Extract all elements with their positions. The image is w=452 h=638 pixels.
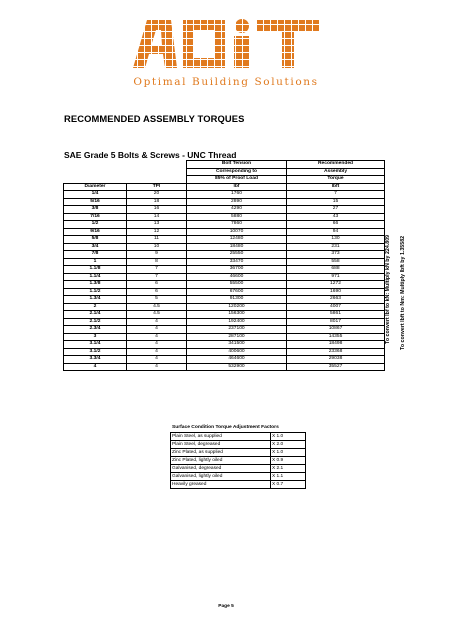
cell-diameter: 1/4 <box>64 191 127 199</box>
table-row <box>64 356 385 364</box>
cell-tpi: 4.5 <box>127 311 187 319</box>
cell-tension: 532900 <box>187 363 287 371</box>
cell-tpi: 13 <box>127 221 187 229</box>
cell-torque: 18498 <box>287 341 385 349</box>
cell-tension: 36700 <box>187 266 287 274</box>
header-tension-2: Corresponding to <box>187 168 287 176</box>
surface-factor: X 1.0 <box>271 433 306 441</box>
cell-diameter: 3.3/4 <box>64 356 127 364</box>
cell-torque: 130 <box>287 236 385 244</box>
cell-tension: 287100 <box>187 333 287 341</box>
table-row <box>64 363 385 371</box>
cell-tension: 4290 <box>187 206 287 214</box>
cell-diameter: 7/16 <box>64 213 127 221</box>
table-row <box>64 221 385 229</box>
table-row <box>64 296 385 304</box>
cell-torque: 94 <box>287 228 385 236</box>
surface-row <box>171 465 306 473</box>
brand-logo <box>0 18 452 70</box>
cell-tpi: 4 <box>127 348 187 356</box>
cell-torque: 1690 <box>287 288 385 296</box>
cell-tension: 1760 <box>187 191 287 199</box>
cell-diameter: 5/8 <box>64 236 127 244</box>
surface-factor: X 0.9 <box>271 457 306 465</box>
cell-diameter: 9/16 <box>64 228 127 236</box>
cell-tpi: 20 <box>127 191 187 199</box>
cell-tpi: 18 <box>127 198 187 206</box>
cell-tpi: 7 <box>127 273 187 281</box>
cell-tension: 192400 <box>187 318 287 326</box>
cell-tpi: 6 <box>127 281 187 289</box>
surface-factor: X 1.0 <box>271 449 306 457</box>
table-row <box>64 348 385 356</box>
surface-factor-table <box>170 432 306 489</box>
cell-tpi: 12 <box>127 228 187 236</box>
cell-diameter: 4 <box>64 363 127 371</box>
cell-torque: 688 <box>287 266 385 274</box>
cell-torque: 5861 <box>287 311 385 319</box>
surface-row <box>171 473 306 481</box>
surface-row <box>171 441 306 449</box>
conversion-note-kn: To convert lbf to kN: Multiply kN by 224.809 <box>385 234 391 344</box>
cell-torque: 7 <box>287 191 385 199</box>
cell-torque: 231 <box>287 243 385 251</box>
cell-diameter: 2.3/4 <box>64 326 127 334</box>
cell-tension: 2890 <box>187 198 287 206</box>
table-row <box>64 341 385 349</box>
surface-condition: Plain Steel, as supplied <box>171 433 271 441</box>
col-lbf: lbf <box>187 183 287 191</box>
cell-tpi: 4 <box>127 318 187 326</box>
header-torque-3: Torque <box>287 176 385 184</box>
cell-tpi: 11 <box>127 236 187 244</box>
cell-torque: 558 <box>287 258 385 266</box>
surface-condition: Galvanised, degreased <box>171 465 271 473</box>
table-row <box>64 318 385 326</box>
column-header-row <box>64 183 385 191</box>
table-row <box>64 273 385 281</box>
table-row <box>64 243 385 251</box>
header-torque-2: Assembly <box>287 168 385 176</box>
cell-torque: 27 <box>287 206 385 214</box>
surface-condition: Zinc Plated, lightly oiled <box>171 457 271 465</box>
surface-factor: X 0.7 <box>271 481 306 489</box>
cell-tension: 91300 <box>187 296 287 304</box>
surface-row <box>171 449 306 457</box>
table-row <box>64 311 385 319</box>
cell-torque: 14355 <box>287 333 385 341</box>
cell-tension: 55500 <box>187 281 287 289</box>
header-tension-1: Bolt Tension <box>187 161 287 169</box>
cell-tension: 25550 <box>187 251 287 259</box>
surface-factor: X 2.0 <box>271 441 306 449</box>
table-row <box>64 236 385 244</box>
table-row <box>64 266 385 274</box>
cell-diameter: 2 <box>64 303 127 311</box>
header-row-mid <box>64 168 385 176</box>
cell-tension: 33470 <box>187 258 287 266</box>
cell-torque: 15 <box>287 198 385 206</box>
cell-diameter: 1.1/4 <box>64 273 127 281</box>
cell-torque: 66 <box>287 221 385 229</box>
table-row <box>64 333 385 341</box>
col-tpi: TPI <box>127 183 187 191</box>
cell-torque: 43 <box>287 213 385 221</box>
cell-tpi: 4 <box>127 333 187 341</box>
cell-tension: 7860 <box>187 221 287 229</box>
cell-diameter: 1.1/2 <box>64 288 127 296</box>
cell-tension: 5880 <box>187 213 287 221</box>
col-diameter: Diameter <box>64 183 127 191</box>
cell-diameter: 1.3/4 <box>64 296 127 304</box>
cell-diameter: 2.1/2 <box>64 318 127 326</box>
cell-diameter: 3.1/2 <box>64 348 127 356</box>
header-row-top <box>64 161 385 169</box>
cell-tpi: 14 <box>127 213 187 221</box>
logo-icon <box>131 18 321 70</box>
table-row <box>64 326 385 334</box>
cell-tension: 18480 <box>187 243 287 251</box>
cell-diameter: 1.1/8 <box>64 266 127 274</box>
cell-tpi: 4 <box>127 326 187 334</box>
cell-tpi: 8 <box>127 258 187 266</box>
cell-torque: 971 <box>287 273 385 281</box>
cell-tpi: 7 <box>127 266 187 274</box>
cell-tpi: 9 <box>127 251 187 259</box>
surface-row <box>171 433 306 441</box>
table-row <box>64 303 385 311</box>
cell-tension: 237100 <box>187 326 287 334</box>
table-row <box>64 191 385 199</box>
table-row <box>64 228 385 236</box>
table-row <box>64 251 385 259</box>
cell-tension: 400600 <box>187 348 287 356</box>
cell-torque: 29038 <box>287 356 385 364</box>
cell-torque: 4007 <box>287 303 385 311</box>
surface-factor: X 1.1 <box>271 473 306 481</box>
table-row <box>64 206 385 214</box>
surface-row <box>171 481 306 489</box>
cell-diameter: 5/16 <box>64 198 127 206</box>
header-tension-3: 85% of Proof Load <box>187 176 287 184</box>
cell-tpi: 4.5 <box>127 303 187 311</box>
cell-tpi: 4 <box>127 356 187 364</box>
document-title: RECOMMENDED ASSEMBLY TORQUES <box>64 113 245 124</box>
cell-torque: 2663 <box>287 296 385 304</box>
table-row <box>64 258 385 266</box>
surface-condition: Plain Steel, degreased <box>171 441 271 449</box>
table-row <box>64 288 385 296</box>
cell-diameter: 3/4 <box>64 243 127 251</box>
cell-tpi: 6 <box>127 288 187 296</box>
cell-diameter: 1 <box>64 258 127 266</box>
cell-tpi: 4 <box>127 341 187 349</box>
surface-condition: Heavily greased <box>171 481 271 489</box>
brand-tagline: Optimal Building Solutions <box>133 76 319 88</box>
cell-tpi: 4 <box>127 363 187 371</box>
cell-torque: 373 <box>287 251 385 259</box>
table-row <box>64 213 385 221</box>
surface-table-title: Surface Condition Torque Adjustment Factors <box>172 425 279 430</box>
surface-condition: Zinc Plated, as supplied <box>171 449 271 457</box>
surface-row <box>171 457 306 465</box>
cell-diameter: 7/8 <box>64 251 127 259</box>
cell-tpi: 5 <box>127 296 187 304</box>
cell-diameter: 3.1/4 <box>64 341 127 349</box>
page-number: Page 5 <box>218 604 234 609</box>
surface-condition: Galvanised, lightly oiled <box>171 473 271 481</box>
cell-diameter: 1.3/8 <box>64 281 127 289</box>
cell-torque: 1272 <box>287 281 385 289</box>
cell-tension: 12480 <box>187 236 287 244</box>
conversion-note-nm: To convert lbft to Nm: Multiply lbft by 1.35582 <box>400 235 406 350</box>
cell-diameter: 2.1/4 <box>64 311 127 319</box>
table-title: SAE Grade 5 Bolts & Screws - UNC Thread <box>64 150 237 160</box>
cell-tension: 156300 <box>187 311 287 319</box>
table-row <box>64 281 385 289</box>
cell-tension: 67600 <box>187 288 287 296</box>
cell-tension: 10070 <box>187 228 287 236</box>
table-row <box>64 198 385 206</box>
cell-tension: 464600 <box>187 356 287 364</box>
cell-diameter: 3 <box>64 333 127 341</box>
header-torque-1: Recommended <box>287 161 385 169</box>
col-lbft: lbft <box>287 183 385 191</box>
cell-torque: 8017 <box>287 318 385 326</box>
cell-diameter: 3/8 <box>64 206 127 214</box>
cell-diameter: 1/2 <box>64 221 127 229</box>
header-row-bottom <box>64 176 385 184</box>
cell-tension: 341500 <box>187 341 287 349</box>
cell-tpi: 10 <box>127 243 187 251</box>
torque-table <box>63 160 385 371</box>
cell-torque: 23368 <box>287 348 385 356</box>
cell-torque: 10867 <box>287 326 385 334</box>
cell-tpi: 16 <box>127 206 187 214</box>
cell-tension: 120200 <box>187 303 287 311</box>
cell-tension: 46600 <box>187 273 287 281</box>
surface-factor: X 2.1 <box>271 465 306 473</box>
cell-torque: 35527 <box>287 363 385 371</box>
